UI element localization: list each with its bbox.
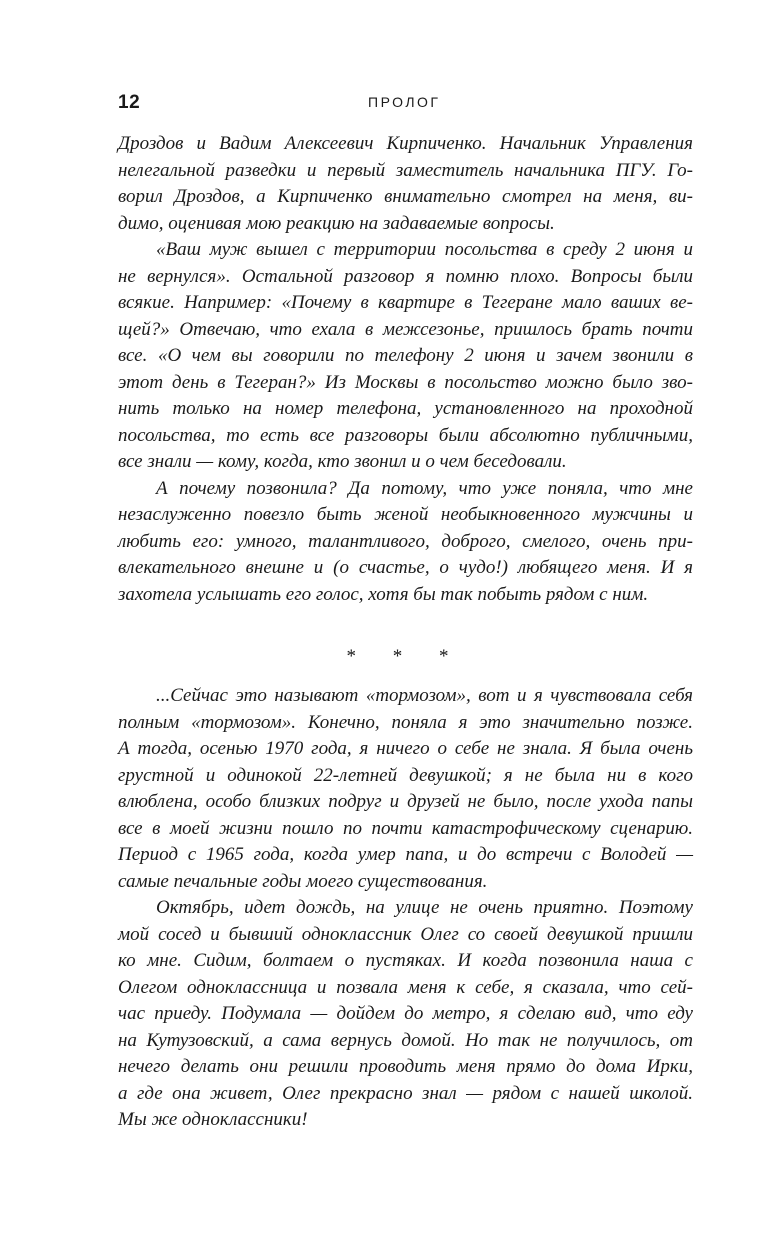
paragraph [118,683,693,895]
text-line: влюблена, особо близких подруг и друзей не было, после ухода папы [118,791,693,812]
text-line: любить его: умного, талантливого, доброго, смелого, очень при- [118,530,693,552]
paragraph [118,131,693,237]
text-line: ворил Дроздов, а Кирпиченко внимательно смотрел на меня, ви- [118,186,693,207]
text-line: все знали — кому, когда, кто звонил и о чем беседовали. [118,451,567,472]
text-section-2 [118,683,693,1134]
text-line: димо, оценивая мою реакцию на задаваемые вопросы. [118,212,555,234]
text-line: на Кутузовский, а сама вернусь домой. Но так не получилось, от [118,1029,693,1051]
page-header [118,92,693,116]
text-line: «Ваш муж вышел с территории посольства в среду 2 июня и [156,239,693,260]
text-line: Мы же одноклассники! [118,1109,308,1130]
text-line: захотела услышать его голос, хотя бы так побыть рядом с ним. [118,583,649,605]
text-section-1 [118,131,693,608]
text-line: всякие. Например: «Почему в квартире в Тегеране мало ваших ве- [118,292,693,313]
text-line: незаслуженно повезло быть женой необыкновенного мужчины и [118,504,693,525]
text-line: нелегальной разведки и первый заместитель начальника ПГУ. Го- [118,159,693,181]
text-line: влекательного внешне и (о счастье, о чудо!) любящего меня. И я [118,557,693,578]
text-line: ко мне. Сидим, болтаем о пустяках. И когда позвонила наша с [118,950,693,971]
text-line: не вернулся». Остальной разговор я помню плохо. Вопросы были [118,265,693,287]
text-line: все. «О чем вы говорили по телефону 2 июня и зачем звонили в [118,345,693,366]
paragraph [118,237,693,476]
paragraph [118,476,693,609]
text-line: а где она живет, Олег прекрасно знал — рядом с нашей школой. [118,1082,693,1104]
text-line: грустной и одинокой 22-летней девушкой; я не была ни в кого [118,764,693,786]
text-line: А почему позвонила? Да потому, что уже поняла, что мне [156,477,693,499]
text-line: мой сосед и бывший одноклассник Олег со своей девушкой пришли [118,923,693,945]
text-line: посольства, то есть все разговоры были абсолютно публичными, [118,424,693,446]
text-line: щей?» Отвечаю, что ехала в межсезонье, пришлось брать почти [118,318,693,340]
text-line: Период с 1965 года, когда умер папа, и до встречи с Володей — [118,844,693,865]
text-line: ...Сейчас это называют «тормозом», вот и я чувствовала себя [156,685,693,706]
section-separator: * * * [346,646,465,667]
text-line: А тогда, осенью 1970 года, я ничего о себе не знала. Я была очень [118,738,693,759]
text-line: самые печальные годы моего существования. [118,870,488,892]
text-line: нечего делать они решили проводить меня прямо до дома Ирки, [118,1056,693,1077]
text-line: Октябрь, идет дождь, на улице не очень приятно. Поэтому [156,897,693,918]
paragraph [118,895,693,1134]
text-line: полным «тормозом». Конечно, поняла я это значительно позже. [118,711,693,733]
running-head: ПРОЛОГ [368,94,441,110]
text-line: все в моей жизни пошло по почти катастрофическому сценарию. [118,817,693,839]
text-line: Олегом одноклассница и позвала меня к себе, я сказала, что сей- [118,976,693,998]
text-line: час приеду. Подумала — дойдем до метро, я сделаю вид, что еду [118,1003,693,1024]
text-line: Дроздов и Вадим Алексеевич Кирпиченко. Начальник Управления [118,133,693,154]
text-line: нить только на номер телефона, установленного на проходной [118,398,693,419]
page-number: 12 [118,92,141,113]
text-line: этот день в Тегеран?» Из Москвы в посольство можно было зво- [118,371,693,393]
